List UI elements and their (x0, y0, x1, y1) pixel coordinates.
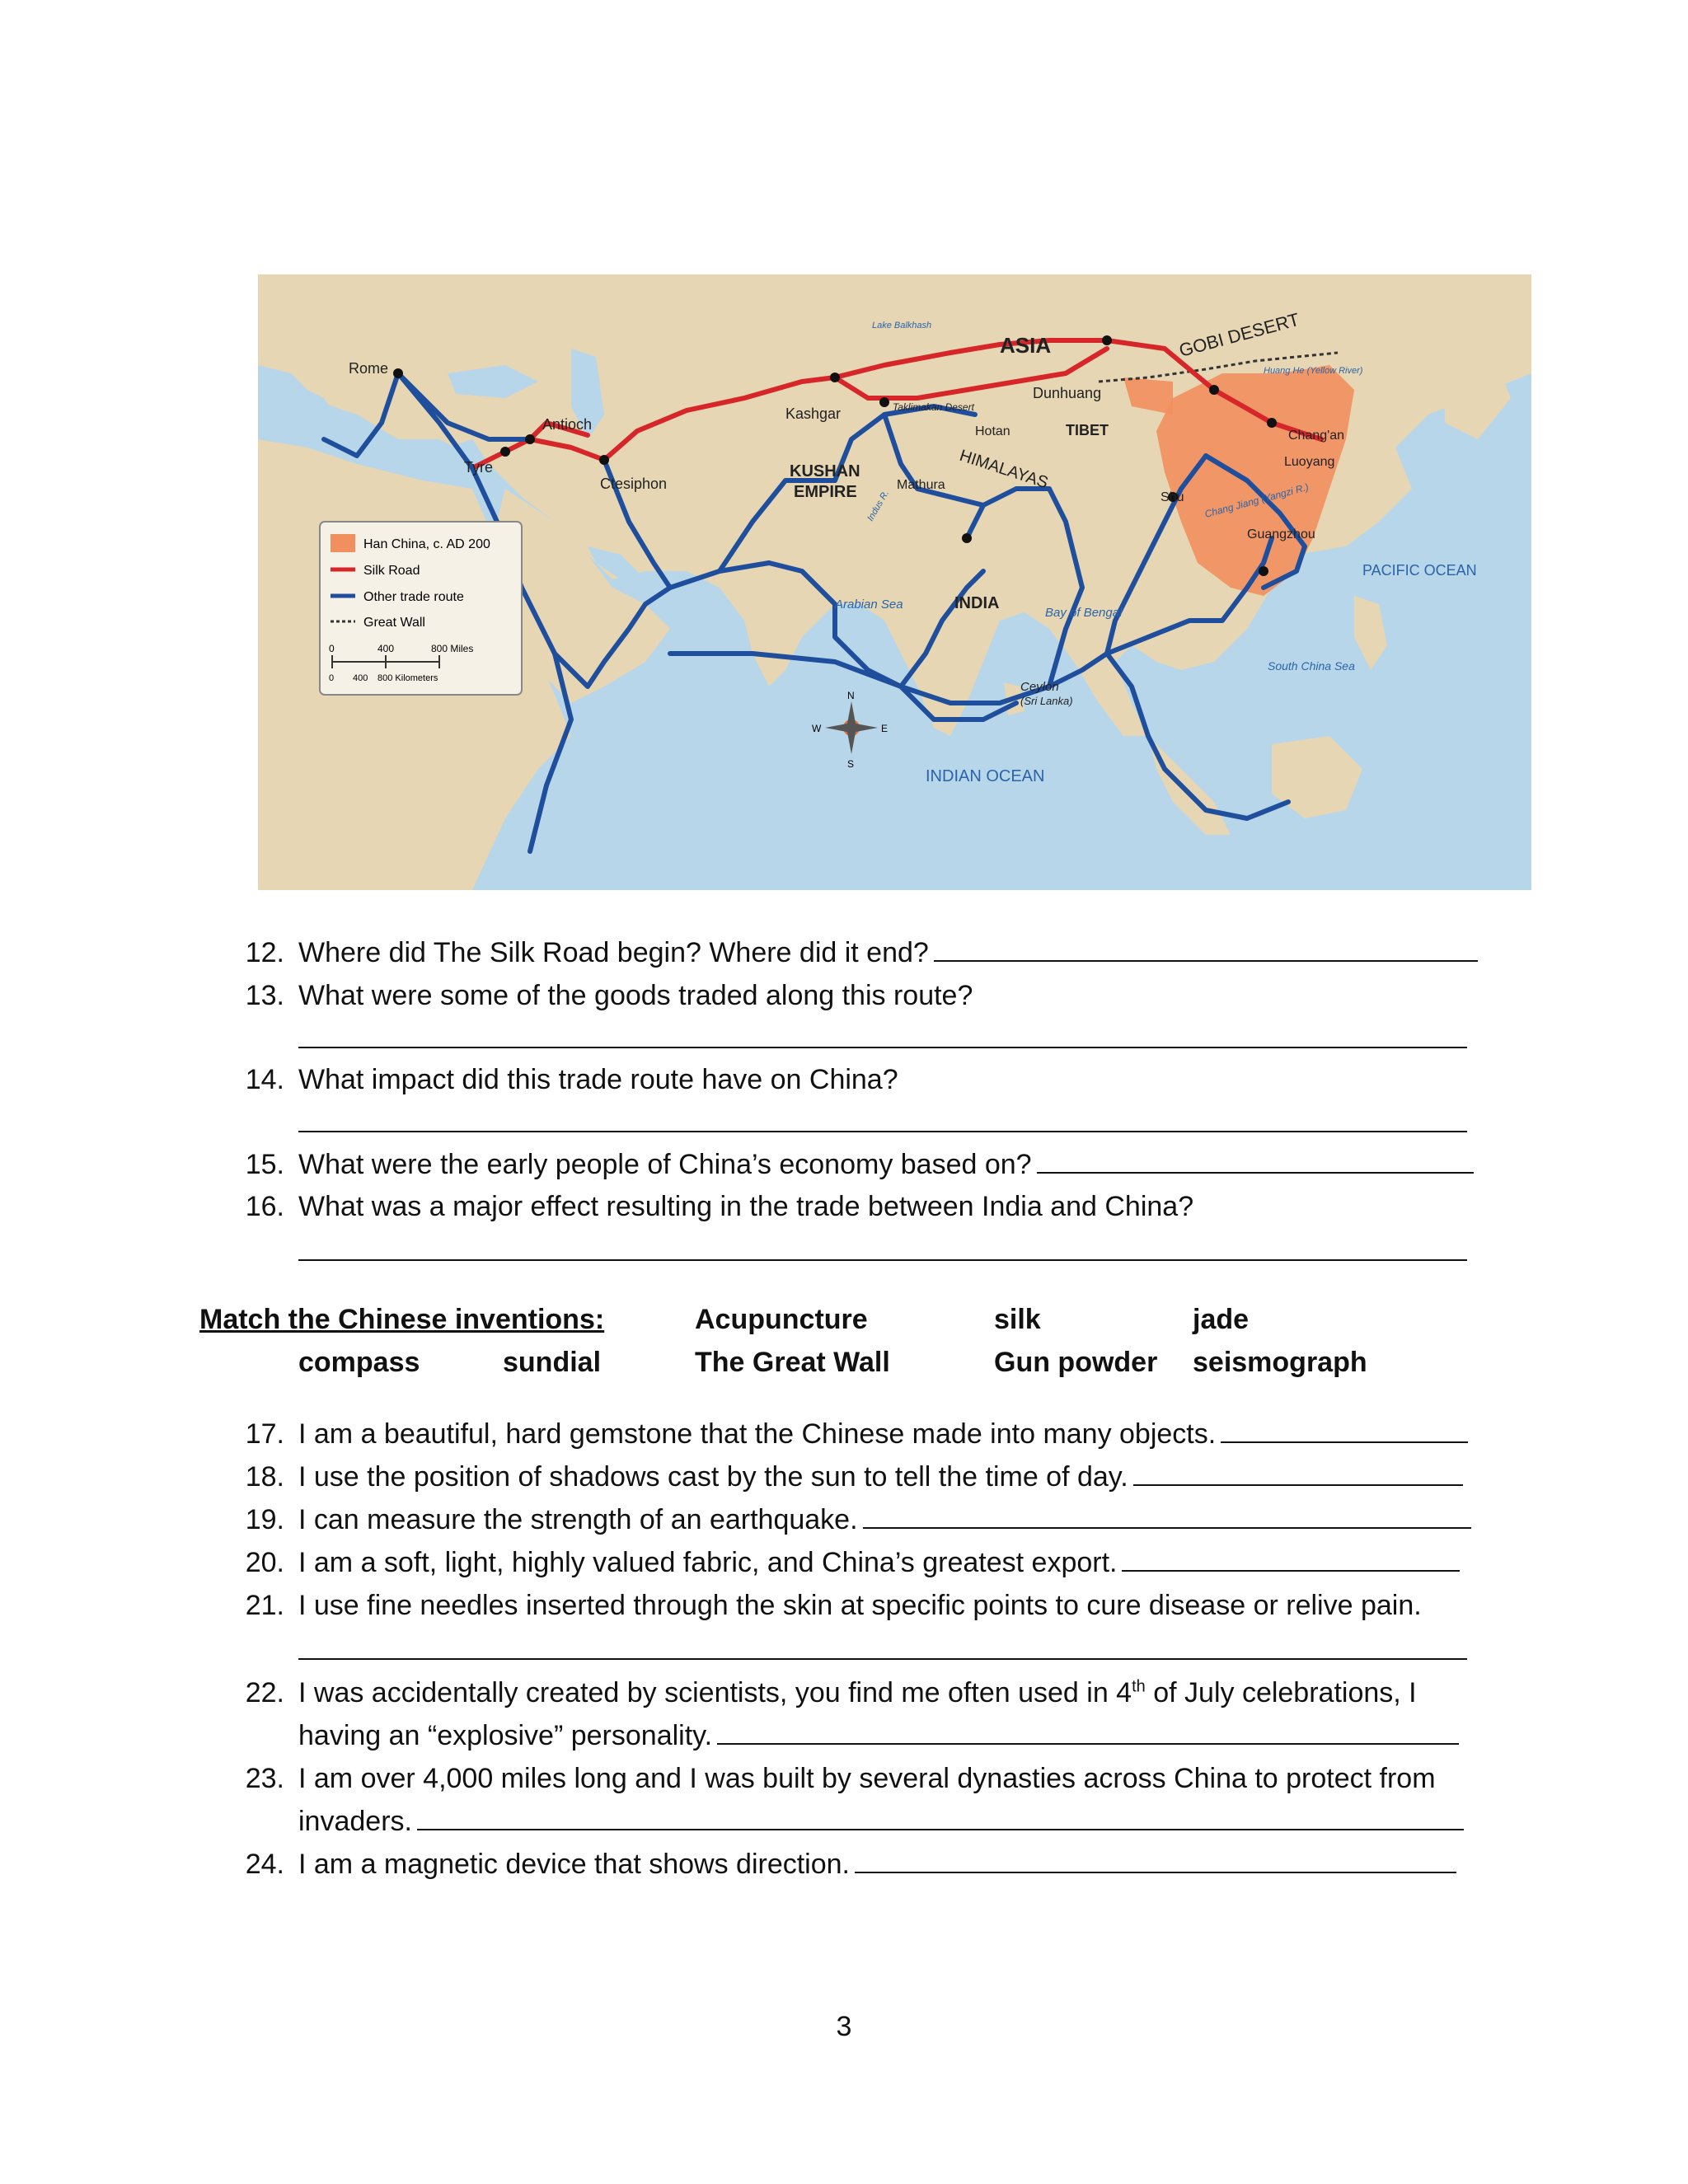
answer-blank[interactable] (855, 1849, 1456, 1873)
legend-silk: Silk Road (363, 564, 420, 578)
map-label-india: INDIA (954, 594, 1000, 612)
map-label-shu: Shu (1160, 490, 1184, 504)
svg-text:400: 400 (353, 673, 368, 683)
map-legend (320, 522, 522, 695)
word-bank-acupuncture: Acupuncture (695, 1304, 868, 1335)
question-22-line2: having an “explosive” personality. (298, 1719, 1459, 1752)
map-label-taklimakan: Taklimakan Desert (893, 401, 974, 413)
answer-blank-21[interactable] (298, 1657, 1467, 1660)
map-label-south-china-sea: South China Sea (1268, 659, 1355, 673)
svg-text:0: 0 (329, 643, 335, 654)
svg-text:800 Kilometers: 800 Kilometers (377, 673, 438, 683)
page-number: 3 (836, 2011, 852, 2042)
word-bank-sundial: sundial (503, 1347, 602, 1378)
map-label-pacific: PACIFIC OCEAN (1362, 562, 1477, 579)
map-label-sri-lanka: (Sri Lanka) (1020, 695, 1073, 707)
answer-blank[interactable] (934, 937, 1478, 962)
word-bank-gunpowder: Gun powder (994, 1347, 1158, 1378)
map-label-chang-jiang: Chang Jiang (Yangzi R.) (1203, 480, 1311, 520)
map-label-gobi: GOBI DESERT (1176, 308, 1302, 361)
word-bank-seismograph: seismograph (1193, 1347, 1367, 1378)
match-section-title: Match the Chinese inventions: (199, 1304, 605, 1335)
question-23-line2: invaders. (298, 1805, 1464, 1838)
map-label-tibet: TIBET (1066, 422, 1109, 438)
svg-text:S: S (847, 758, 855, 770)
answer-blank[interactable] (1133, 1461, 1463, 1486)
map-label-guangzhou: Guangzhou (1247, 527, 1315, 541)
map-label-indus: Indus R. (865, 489, 892, 523)
map-label-arabian-sea: Arabian Sea (835, 598, 903, 612)
answer-blank[interactable] (417, 1806, 1464, 1830)
svg-text:400: 400 (377, 643, 395, 654)
map-label-mathura: Mathura (897, 478, 945, 492)
answer-blank[interactable] (717, 1720, 1459, 1745)
svg-text:E: E (881, 723, 889, 734)
word-bank-silk: silk (994, 1304, 1041, 1335)
map-label-tyre: Tyre (464, 459, 494, 476)
silk-road-map (258, 274, 1531, 890)
answer-blank[interactable] (1122, 1547, 1460, 1572)
map-label-kushan: KUSHAN (790, 462, 860, 480)
map-label-rome: Rome (349, 360, 389, 377)
map-label-antioch: Antioch (542, 416, 593, 433)
legend-other: Other trade route (363, 590, 464, 604)
legend-han: Han China, c. AD 200 (363, 537, 490, 551)
answer-blank[interactable] (863, 1504, 1471, 1529)
svg-text:0: 0 (329, 673, 335, 683)
answer-blank-14[interactable] (298, 1129, 1467, 1132)
answer-blank[interactable] (1037, 1149, 1474, 1174)
map-label-bay-of-bengal: Bay of Bengal (1045, 606, 1123, 620)
map-label-luoyang: Luoyang (1284, 455, 1335, 469)
word-bank-jade: jade (1193, 1304, 1250, 1335)
map-label-kashgar: Kashgar (785, 405, 842, 422)
word-bank-compass: compass (298, 1347, 420, 1378)
map-label-hotan: Hotan (975, 424, 1010, 438)
map-label-empire: EMPIRE (794, 483, 857, 501)
legend-wall: Great Wall (363, 616, 425, 630)
answer-blank[interactable] (1221, 1418, 1468, 1443)
svg-text:N: N (847, 690, 855, 701)
map-label-dunhuang: Dunhuang (1033, 385, 1102, 401)
map-label-ctesiphon: Ctesiphon (600, 476, 668, 492)
svg-text:800 Miles: 800 Miles (431, 643, 474, 654)
map-label-ceylon: Ceylon (1020, 680, 1059, 694)
map-label-huang-he: Huang He (Yellow River) (1264, 366, 1363, 376)
answer-blank-16[interactable] (298, 1258, 1467, 1261)
svg-text:W: W (812, 723, 822, 734)
map-label-asia: ASIA (1000, 333, 1052, 358)
map-label-changan: Chang'an (1288, 429, 1344, 443)
answer-blank-13[interactable] (298, 1045, 1467, 1048)
map-label-indian-ocean: INDIAN OCEAN (926, 767, 1045, 785)
question-text: Where did The Silk Road begin? Where did it end? (298, 936, 1478, 969)
map-label-himalayas: HIMALAYAS (957, 446, 1051, 493)
word-bank-great-wall: The Great Wall (695, 1347, 890, 1378)
map-label-lake-balkhash: Lake Balkhash (872, 321, 932, 330)
